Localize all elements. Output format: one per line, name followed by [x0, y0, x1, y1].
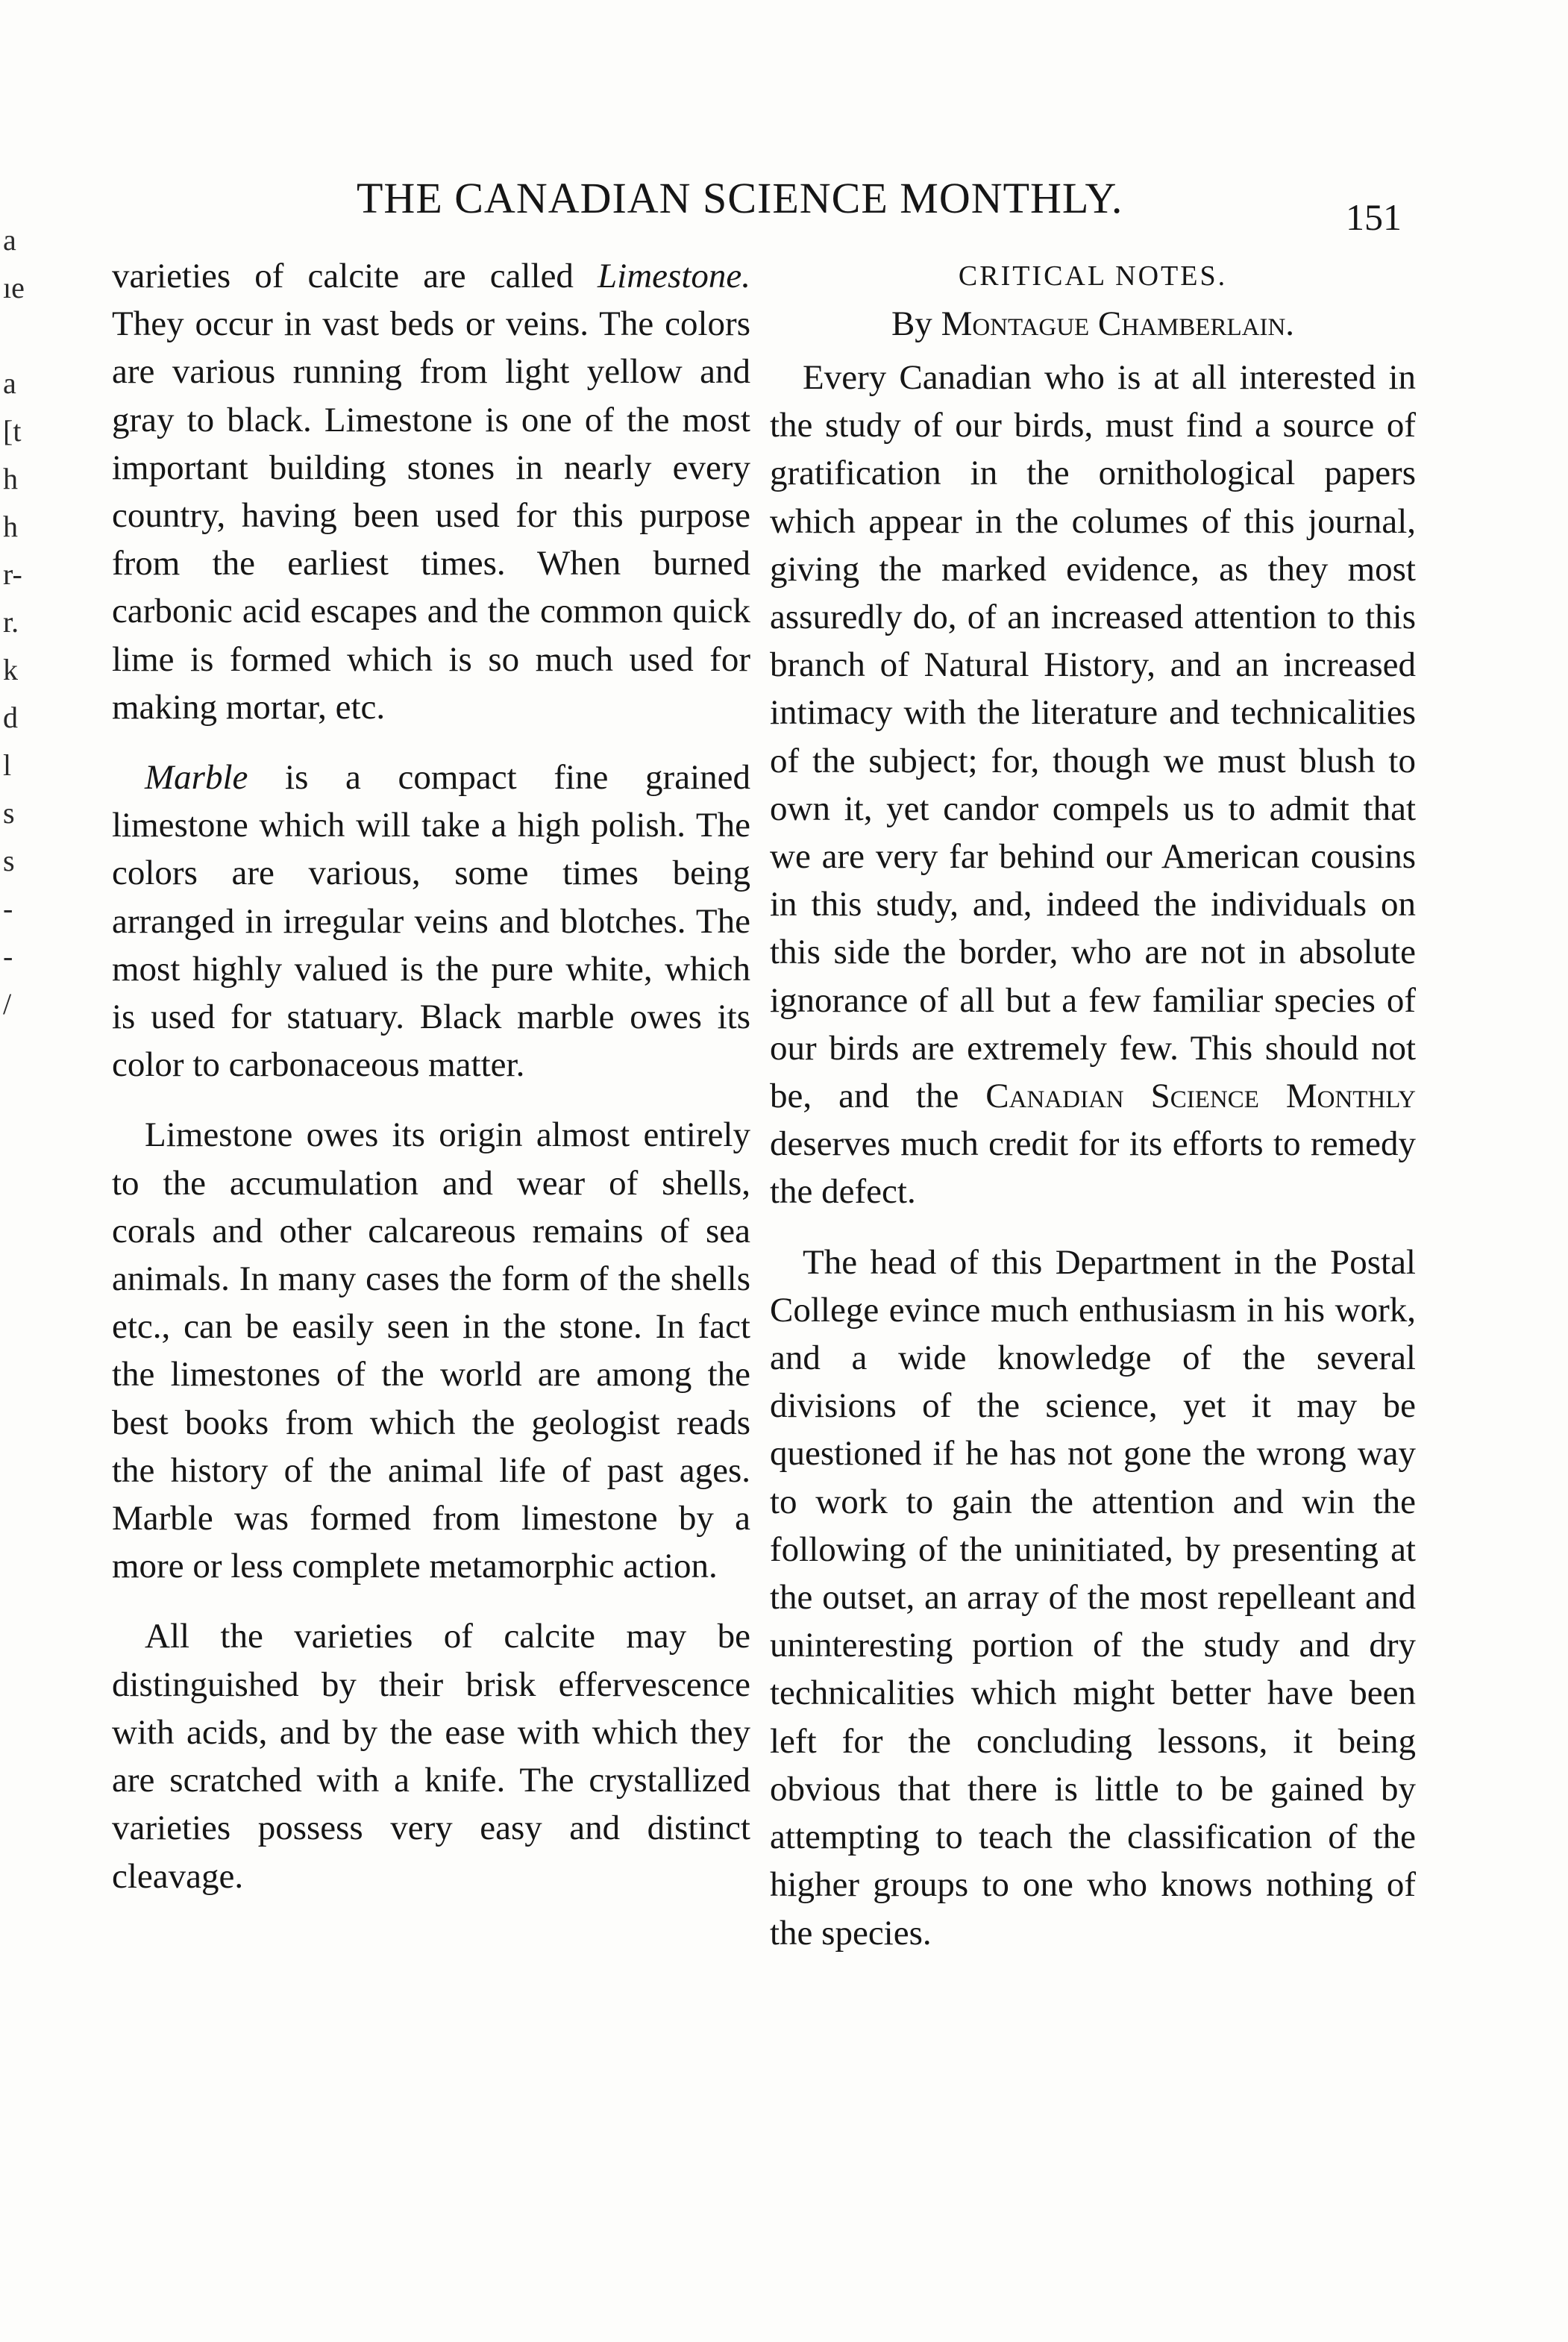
page-number: 151 [1346, 196, 1402, 238]
paragraph-origin: Limestone owes its origin almost entirely to the accumulation and wear of shells, corals and other calcareous remains of sea animals. In many cases the form of the shells etc., can be easily seen in the stone. In fact the limestones of the world are among the best books from which the geologist reads the history of the animal life of past ages. Marble was formed from limestone by a more or less complete metamorphic action. [112, 1115, 750, 1586]
margin-fragment: k [3, 653, 18, 686]
margin-fragment [3, 1028, 33, 1076]
paragraph-calcite-test: All the varieties of calcite may be distinguished by their brisk effervescence with acids, and by the ease with which they are scratched with a knife. The crystallized varieties possess very easy and distinct cleavage. [112, 1617, 750, 1896]
margin-fragment: d [3, 701, 18, 734]
left-column [112, 252, 750, 1923]
paragraph-marble [112, 754, 750, 1089]
margin-fragment [3, 1124, 33, 1171]
facing-page-margin-bleed [3, 216, 33, 1171]
byline-prefix: By [891, 304, 932, 343]
margin-fragment: s [3, 796, 15, 830]
paragraph-critical-notes [770, 354, 1416, 1216]
term-limestone: Limestone. [598, 257, 750, 295]
paragraph-text: They occur in vast beds or veins. The colors are various running from light yellow and gray to black. Limestone is one of the most important building stones in nearly every country, having been used for this purpose from the earliest times. When burned carbonic acid escapes and the common quick lime is formed which is so much used for making mortar, etc. [112, 304, 750, 727]
paragraph-text: is a compact fine grained limestone which will take a high polish. The colors are various, some times being arranged in irregular veins and blotches. The most highly valued is the pure white, which is used for statuary. Black marble owes its color to carbonaceous matter. [112, 758, 750, 1085]
margin-fragment: a [3, 366, 16, 400]
margin-fragment: r- [3, 557, 22, 591]
margin-fragment: h [3, 462, 18, 495]
margin-fragment: l [3, 748, 12, 782]
paragraph-postal-college: The head of this Department in the Postal College evince much enthusiasm in his work, and a wide knowledge of the several divisions of the science, yet it may be questioned if he has not gone the wrong way to work to gain the attention and win the following of the uninitiated, by presenting at the outset, an array of the most repelleant and uninteresting portion of the study and dry technicalities which might better have been left for the concluding lessons, it being obvious that there is little to be gained by attempting to teach the classification of the higher groups to one who knows nothing of the species. [770, 1242, 1416, 1953]
margin-fragment: r. [3, 605, 19, 639]
margin-fragment: / [3, 987, 12, 1021]
margin-fragment: - [3, 892, 13, 925]
paragraph-limestone [112, 252, 750, 731]
paragraph-text: Every Canadian who is at all interested in the study of our birds, must find a source of gratification in the ornithological papers which appear in the columes of this journal, giving the marked evidence, as they most assuredly do, of an increased attention to this branch of Natural History, and an increased intimacy with the literature and technicalities of the subject; for, though we must blush to own it, yet candor compels us to admit that we are very far behind our American cousins in this study, and, indeed the individuals on this side the border, who are not in absolute ignorance of all but a few familiar species of our birds are extremely few. This should not be, and the [770, 358, 1416, 1116]
margin-fragment: - [3, 939, 13, 973]
margin-fragment: s [3, 844, 15, 877]
article-byline [770, 300, 1416, 348]
journal-name: Canadian Science Monthly [985, 1077, 1416, 1116]
running-head: THE CANADIAN SCIENCE MONTHLY. [357, 174, 1123, 222]
article-heading: CRITICAL NOTES. [958, 260, 1228, 292]
margin-fragment: [t [3, 414, 22, 448]
term-marble: Marble [145, 758, 248, 798]
margin-fragment: ıe [3, 271, 25, 304]
margin-fragment [3, 312, 33, 360]
paragraph-text: varieties of calcite are called [112, 257, 598, 295]
author-name: Montague Chamberlain. [941, 304, 1295, 343]
right-column [770, 252, 1416, 1979]
margin-fragment [3, 1076, 33, 1124]
margin-fragment: h [3, 510, 18, 543]
paragraph-text: deserves much credit for its efforts to remedy the defect. [770, 1124, 1416, 1212]
margin-fragment: a [3, 223, 16, 257]
